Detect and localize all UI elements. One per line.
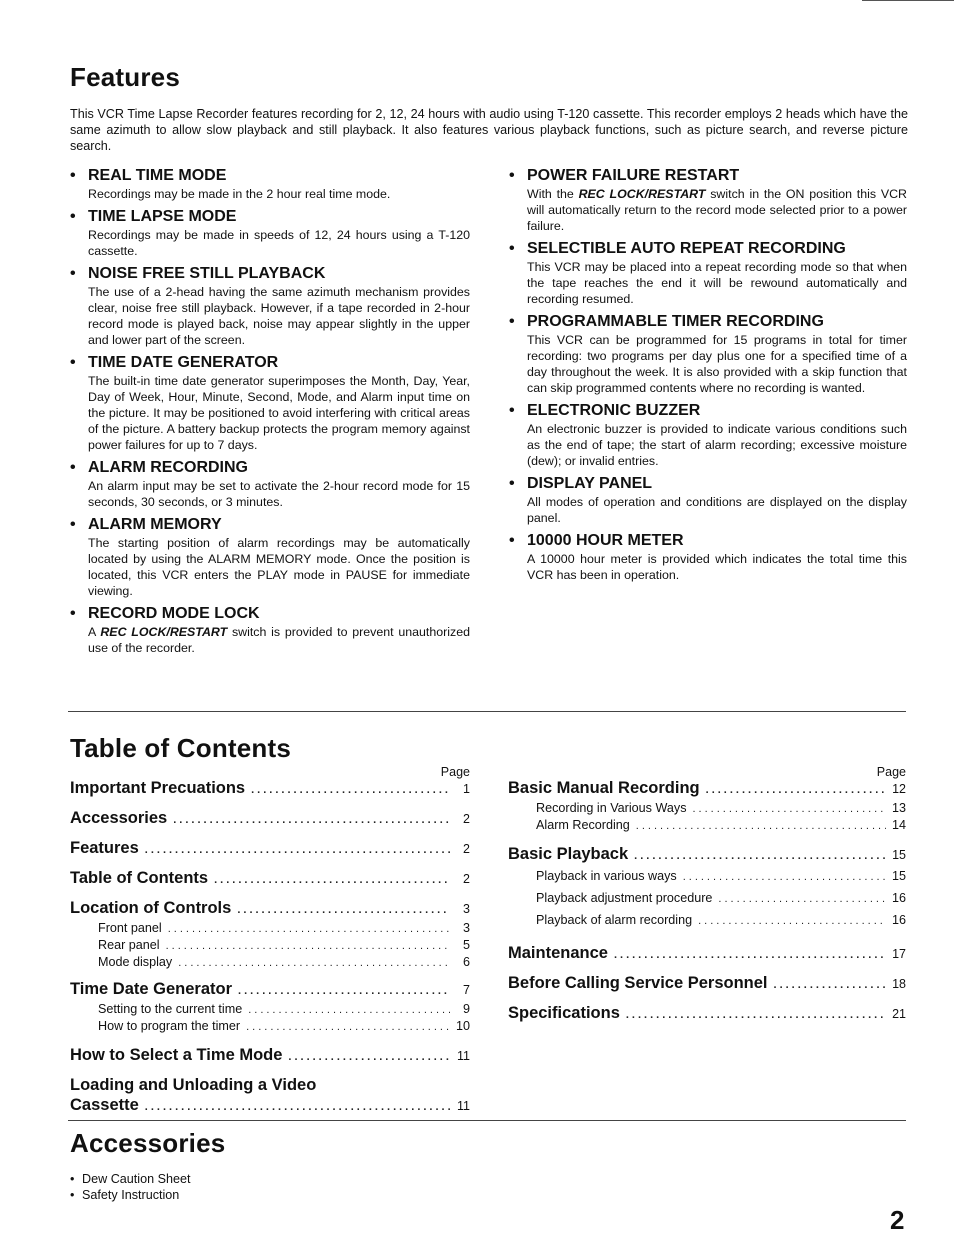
toc-subentry[interactable]: How to program the timer ..... 10 (70, 1018, 470, 1035)
feature-text: This VCR may be placed into a repeat recording mode so that when the tape reaches the end it will be rewound automatically and recording resumed. (527, 260, 907, 306)
feature-text: With the REC LOCK/RESTART switch in the ON position this VCR will automatically return to the record mode selected prior to a power failure. (527, 187, 907, 233)
toc-entry[interactable]: Location of Controls ..... 3 (70, 898, 470, 920)
feature-selectible-auto-repeat-recording: • SELECTIBLE AUTO REPEAT RECORDING This VCR may be placed into a repeat recording mode so that when the tape reaches the end it will be rewound automatically and recording resumed. (509, 240, 907, 306)
feature-heading: DISPLAY PANEL (527, 475, 653, 492)
feature-text: The use of a 2-head having the same azimuth mechanism provides clear, noise free still playback. However, if a tape recorded in 2-hour record mode is played back, noise may appear slightly in the upper and lower part of the screen. (88, 285, 470, 347)
features-right-column (509, 166, 907, 588)
feature-electronic-buzzer: • ELECTRONIC BUZZER An electronic buzzer is provided to indicate various conditions such as the end of tape; the start of alarm recording; excessive moisture (dew); or invalid entries. (509, 402, 907, 468)
toc-entry[interactable]: Features ..... 2 (70, 838, 470, 860)
toc-subentry[interactable]: Recording in Various Ways ..... 13 (508, 800, 906, 817)
page-column-label: Page (440, 765, 470, 779)
feature-text: Recordings may be made in the 2 hour real time mode. (88, 187, 391, 201)
feature-text: The built-in time date generator superimposes the Month, Day, Year, Day of Week, Hour, Minute, Second, Mode, and Alarm input time on the picture. It may be positioned to avoid interfering with critical areas of the picture. A battery backup protects the program memory against power failures for up to 7 days. (88, 374, 470, 452)
toc-entry[interactable]: Maintenance ..... 17 (508, 943, 906, 965)
page-number: 2 (890, 1205, 905, 1235)
feature-power-failure-restart: • POWER FAILURE RESTART With the REC LOCK/RESTART switch in the ON position this VCR will automatically return to the record mode selected prior to a power failure. (509, 167, 907, 233)
section-divider (68, 1120, 906, 1121)
feature-text: A REC LOCK/RESTART switch is provided to prevent unauthorized use of the recorder. (88, 625, 471, 655)
features-left-column (70, 166, 470, 661)
feature-heading: ELECTRONIC BUZZER (527, 402, 701, 419)
toc-entry-label-line: Loading and Unloading a Video (70, 1076, 317, 1094)
feature-text: This VCR can be programmed for 15 programs in total for timer recording: two programs per day plus one for a specified time of a day throughout the week. It is also provided with a skip function that can skip programmed contents where no recording is wanted. (527, 333, 907, 395)
feature-heading: REAL TIME MODE (88, 167, 227, 184)
feature-display-panel: • DISPLAY PANEL All modes of operation and conditions are displayed on the display panel. (509, 475, 907, 525)
toc-subentry[interactable]: Playback of alarm recording ..... 16 (508, 910, 906, 932)
toc-subentry[interactable]: Front panel ..... 3 (70, 920, 470, 937)
toc-entry[interactable]: Before Calling Service Personnel ..... 18 (508, 973, 906, 995)
feature-text: An alarm input may be set to activate the 2-hour record mode for 15 seconds, 30 seconds, or 3 minutes. (88, 479, 470, 509)
list-item: • Dew Caution Sheet (70, 1171, 191, 1187)
feature-heading: TIME LAPSE MODE (88, 208, 237, 225)
toc-entry[interactable]: Basic Manual Recording ..... 12 (508, 778, 906, 800)
feature-text: An electronic buzzer is provided to indicate various conditions such as the end of tape; the start of alarm recording; excessive moisture (dew); or invalid entries. (527, 422, 907, 468)
feature-alarm-memory: • ALARM MEMORY The starting position of alarm recordings may be automatically located by using the ALARM MEMORY mode. Once the position is located, this VCR enters the PLAY mode in PAUSE for immediate viewing. (70, 516, 470, 598)
feature-heading: RECORD MODE LOCK (88, 605, 260, 622)
section-divider (68, 711, 906, 712)
feature-heading: ALARM RECORDING (88, 459, 248, 476)
feature-noise-free-still-playback: • NOISE FREE STILL PLAYBACK The use of a 2-head having the same azimuth mechanism provides clear, noise free still playback. However, if a tape recorded in 2-hour record mode is played back, noise may appear slightly in the upper and lower part of the screen. (70, 265, 470, 347)
toc-left-column (70, 766, 470, 1117)
accessories-title: Accessories (70, 1128, 226, 1158)
toc-subentry[interactable]: Rear panel ..... 5 (70, 937, 470, 954)
features-intro: This VCR Time Lapse Recorder features recording for 2, 12, 24 hours with audio using T-120 cassette. This recorder employs 2 heads which have the same azimuth to allow slow playback and still playback. It also features various playback functions, such as picture search, and reverse picture search. (70, 107, 908, 153)
toc-subentry[interactable]: Playback adjustment procedure ..... 16 (508, 888, 906, 910)
toc-title: Table of Contents (70, 733, 292, 763)
feature-text: The starting position of alarm recordings may be automatically located by using the ALARM MEMORY mode. Once the position is located, this VCR enters the PLAY mode in PAUSE for immediate viewing. (88, 536, 470, 598)
feature-heading: TIME DATE GENERATOR (88, 354, 279, 371)
feature-text: All modes of operation and conditions are displayed on the display panel. (527, 495, 907, 525)
accessories-list (70, 1171, 191, 1203)
feature-heading: POWER FAILURE RESTART (527, 167, 740, 184)
toc-entry[interactable]: Basic Playback ..... 15 (508, 844, 906, 866)
feature-time-date-generator: • TIME DATE GENERATOR The built-in time date generator superimposes the Month, Day, Year, Day of Week, Hour, Minute, Second, Mode, and Alarm input time on the picture. It may be positioned to avoid interfering with critical areas of the picture. A battery backup protects the program memory against power failures for up to 7 days. (70, 354, 470, 452)
feature-heading: PROGRAMMABLE TIMER RECORDING (527, 313, 824, 330)
toc-entry[interactable]: Specifications ..... 21 (508, 1003, 906, 1025)
feature-text: A 10000 hour meter is provided which indicates the total time this VCR has been in operation. (527, 552, 907, 582)
page-column-label: Page (876, 765, 906, 779)
top-edge-line (862, 0, 954, 1)
list-item: • Safety Instruction (70, 1187, 191, 1203)
toc-entry[interactable]: Table of Contents ..... 2 (70, 868, 470, 890)
feature-real-time-mode: • REAL TIME MODE Recordings may be made in the 2 hour real time mode. (70, 166, 470, 202)
features-title: Features (70, 62, 180, 92)
feature-alarm-recording: • ALARM RECORDING An alarm input may be set to activate the 2-hour record mode for 15 seconds, 30 seconds, or 3 minutes. (70, 459, 470, 509)
toc-subentry[interactable]: Playback in various ways ..... 15 (508, 866, 906, 888)
toc-entry[interactable]: How to Select a Time Mode ..... 11 (70, 1045, 470, 1067)
feature-heading: 10000 HOUR METER (527, 532, 684, 549)
feature-heading: SELECTIBLE AUTO REPEAT RECORDING (527, 240, 846, 257)
toc-subentry[interactable]: Setting to the current time ..... 9 (70, 1001, 470, 1018)
toc-subentry[interactable]: Alarm Recording ..... 14 (508, 817, 906, 834)
toc-entry[interactable]: Time Date Generator ..... 7 (70, 979, 470, 1001)
feature-record-mode-lock: • RECORD MODE LOCK A REC LOCK/RESTART switch is provided to prevent unauthorized use of the recorder. (70, 605, 471, 655)
switch-name: REC LOCK/RESTART (100, 625, 228, 639)
toc-entry[interactable]: Cassette ..... 11 (70, 1095, 470, 1117)
feature-heading: ALARM MEMORY (88, 516, 222, 533)
toc-right-column (508, 766, 906, 1025)
toc-subentry[interactable]: Mode display ..... 6 (70, 954, 470, 971)
switch-name: REC LOCK/RESTART (578, 187, 706, 201)
feature-heading: NOISE FREE STILL PLAYBACK (88, 265, 326, 282)
feature-programmable-timer-recording: • PROGRAMMABLE TIMER RECORDING This VCR can be programmed for 15 programs in total for timer recording: two programs per day plus one for a specified time of a day throughout the week. It is also provided with a skip function that can skip programmed contents where no recording is wanted. (509, 313, 907, 395)
toc-entry[interactable]: Important Precuations ..... 1 (70, 778, 470, 800)
toc-entry[interactable]: Accessories ..... 2 (70, 808, 470, 830)
feature-text: Recordings may be made in speeds of 12, 24 hours using a T-120 cassette. (88, 228, 470, 258)
feature-10000-hour-meter: • 10000 HOUR METER A 10000 hour meter is provided which indicates the total time this VCR has been in operation. (509, 532, 907, 582)
feature-time-lapse-mode: • TIME LAPSE MODE Recordings may be made in speeds of 12, 24 hours using a T-120 cassette. (70, 208, 470, 258)
